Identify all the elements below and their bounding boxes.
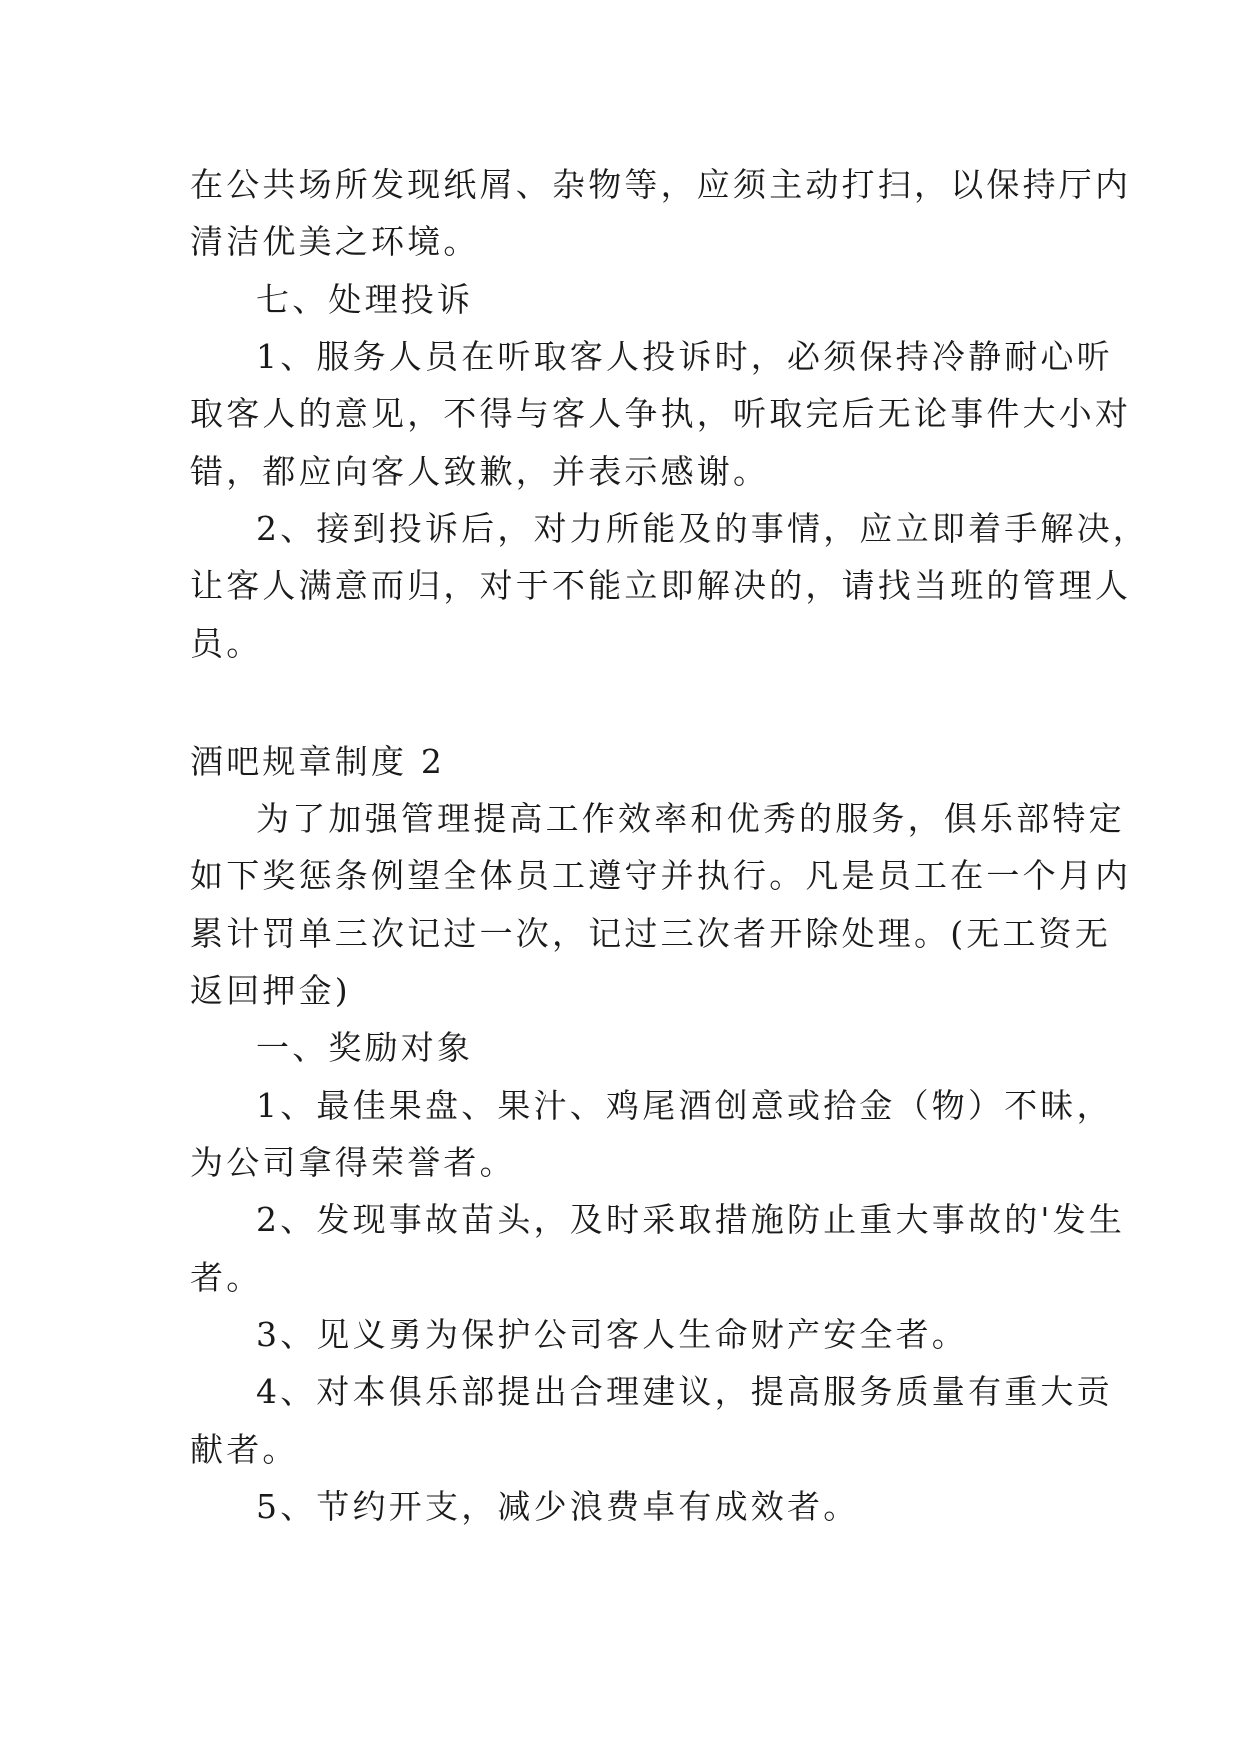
- text-line: 1、最佳果盘、果汁、鸡尾酒创意或拾金（物）不昧，: [256, 1086, 1113, 1125]
- text-line: 1、服务人员在听取客人投诉时，必须保持冷静耐心听: [256, 337, 1113, 376]
- text-line: 如下奖惩条例望全体员工遵守并执行。凡是员工在一个月内: [190, 856, 1132, 895]
- text-line: 5、节约开支，减少浪费卓有成效者。: [256, 1487, 860, 1526]
- text-line: 2、发现事故苗头，及时采取措施防止重大事故的'发生: [256, 1200, 1126, 1239]
- text-line: 清洁优美之环境。: [190, 222, 480, 261]
- text-line: 者。: [190, 1258, 263, 1297]
- text-line: 为了加强管理提高工作效率和优秀的服务，俱乐部特定: [256, 799, 1125, 838]
- text-line: 在公共场所发现纸屑、杂物等，应须主动打扫，以保持厅内: [190, 165, 1132, 204]
- text-line: 3、见义勇为保护公司客人生命财产安全者。: [256, 1315, 968, 1354]
- text-line: 取客人的意见，不得与客人争执，听取完后无论事件大小对: [190, 394, 1132, 433]
- section-heading: 七、处理投诉: [256, 280, 474, 319]
- document-title: 酒吧规章制度 2: [190, 742, 446, 781]
- text-line: 返回押金): [190, 971, 351, 1010]
- text-line: 2、接到投诉后，对力所能及的事情，应立即着手解决，: [256, 509, 1149, 548]
- text-line: 员。: [190, 624, 263, 663]
- text-line: 献者。: [190, 1430, 299, 1469]
- text-line: 错，都应向客人致歉，并表示感谢。: [190, 452, 770, 491]
- text-line: 4、对本俱乐部提出合理建议，提高服务质量有重大贡: [256, 1372, 1113, 1411]
- section-heading: 一、奖励对象: [256, 1028, 474, 1067]
- text-line: 为公司拿得荣誉者。: [190, 1143, 516, 1182]
- text-line: 累计罚单三次记过一次，记过三次者开除处理。(无工资无: [190, 914, 1112, 953]
- text-line: 让客人满意而归，对于不能立即解决的，请找当班的管理人: [190, 566, 1132, 605]
